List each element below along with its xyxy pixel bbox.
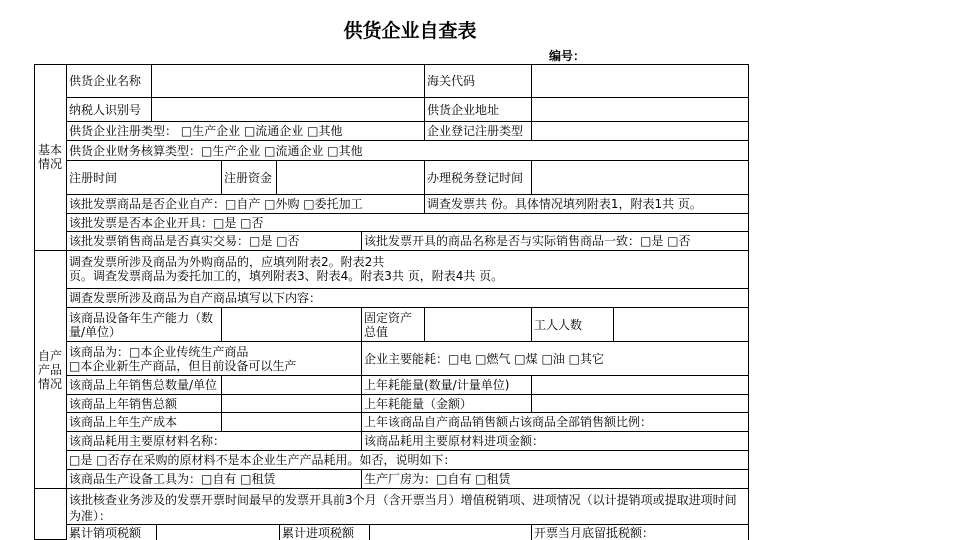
purchased-material-question[interactable]: □是 □否存在采购的原材料不是本企业生产产品耗用。如否，说明如下： bbox=[67, 451, 749, 470]
section-vat bbox=[34, 489, 67, 540]
section-basic-info: 基本情况 bbox=[34, 64, 67, 251]
registration-capital-field[interactable] bbox=[277, 161, 425, 195]
taxpayer-id-field[interactable] bbox=[152, 98, 425, 122]
fixed-assets-label: 固定资产总值 bbox=[362, 308, 425, 342]
energy-amount-field[interactable] bbox=[532, 395, 749, 413]
registration-time-label: 注册时间 bbox=[67, 161, 222, 195]
supplier-name-label: 供货企业名称 bbox=[67, 64, 152, 98]
name-match-question[interactable]: 该批发票开具的商品名称是否与实际销售商品一致：□是 □否 bbox=[362, 232, 749, 251]
cumulative-output-tax-label: 累计销项税额 bbox=[67, 525, 157, 540]
energy-qty-label: 上年耗能量(数量/计量单位) bbox=[362, 376, 532, 395]
plant-ownership-row[interactable]: 生产厂房为：□自有 □租赁 bbox=[362, 470, 749, 489]
cumulative-input-tax-field[interactable] bbox=[370, 525, 532, 540]
outsourced-note-line-1: 调查发票所涉及商品为外购商品的，应填列附表2。附表2共 bbox=[69, 255, 385, 269]
outsourced-note-line-2: 页。调查发票商品为委托加工的，填列附表3、附表4。附表3共 页，附表4共 页。 bbox=[69, 269, 504, 283]
registration-category-field[interactable] bbox=[532, 122, 749, 141]
energy-amount-label: 上年耗能量（金额） bbox=[362, 395, 532, 413]
month-end-credit-label: 开票当月底留抵税额： bbox=[532, 525, 749, 540]
product-type-cell[interactable] bbox=[67, 342, 362, 376]
capacity-label: 该商品设备年生产能力（数量/单位） bbox=[67, 308, 222, 342]
registration-type-row[interactable]: 供货企业注册类型： □生产企业 □流通企业 □其他 bbox=[67, 122, 425, 141]
customs-code-label: 海关代码 bbox=[425, 64, 532, 98]
product-type-new[interactable]: □本企业新生产商品，但目前设备可以生产 bbox=[69, 359, 297, 373]
registration-category-label: 企业登记注册类型 bbox=[425, 122, 532, 141]
cumulative-output-tax-field[interactable] bbox=[157, 525, 280, 540]
tax-registration-time-label: 办理税务登记时间 bbox=[425, 161, 532, 195]
workers-field[interactable] bbox=[614, 308, 749, 342]
last-year-amount-field[interactable] bbox=[222, 395, 362, 413]
taxpayer-id-label: 纳税人识别号 bbox=[67, 98, 152, 122]
capacity-field[interactable] bbox=[222, 308, 362, 342]
last-year-qty-label: 该商品上年销售总数量/单位 bbox=[67, 376, 222, 395]
tax-registration-time-field[interactable] bbox=[532, 161, 749, 195]
last-year-qty-field[interactable] bbox=[222, 376, 362, 395]
supplier-address-label: 供货企业地址 bbox=[425, 98, 532, 122]
last-year-cost-field[interactable] bbox=[222, 413, 362, 432]
vat-period-note: 该批核查业务涉及的发票开票时间最早的发票开具前3个月（含开票当月）增值税销项、进项情况（以计提销项或提取进项时间为准）： bbox=[67, 489, 749, 525]
section-self-made: 自产产品情况 bbox=[34, 251, 67, 489]
material-amount-label: 该商品耗用主要原材料进项金额： bbox=[362, 432, 749, 451]
material-name-label: 该商品耗用主要原材料名称： bbox=[67, 432, 362, 451]
self-made-question[interactable]: 该批发票商品是否企业自产：□自产 □外购 □委托加工 bbox=[67, 195, 425, 214]
invoice-total-note: 调查发票共 份。具体情况填列附表1，附表1共 页。 bbox=[425, 195, 749, 214]
supplier-address-field[interactable] bbox=[532, 98, 749, 122]
finance-type-row[interactable]: 供货企业财务核算类型：□生产企业 □流通企业 □其他 bbox=[67, 141, 749, 161]
cumulative-input-tax-label: 累计进项税额 bbox=[280, 525, 370, 540]
supplier-name-field[interactable] bbox=[152, 64, 425, 98]
real-trade-question[interactable]: 该批发票销售商品是否真实交易：□是 □否 bbox=[67, 232, 362, 251]
self-issued-question[interactable]: 该批发票是否本企业开具：□是 □否 bbox=[67, 214, 749, 232]
product-type-traditional[interactable]: 该商品为：□本企业传统生产商品 bbox=[69, 345, 249, 359]
sales-ratio-label: 上年该商品自产商品销售额占该商品全部销售额比例： bbox=[362, 413, 749, 432]
last-year-amount-label: 该商品上年销售总额 bbox=[67, 395, 222, 413]
fixed-assets-field[interactable] bbox=[425, 308, 532, 342]
serial-number-label: 编号： bbox=[549, 49, 586, 63]
energy-type-row[interactable]: 企业主要能耗：□电 □燃气 □煤 □油 □其它 bbox=[362, 342, 749, 376]
last-year-cost-label: 该商品上年生产成本 bbox=[67, 413, 222, 432]
self-made-fill-note: 调查发票所涉及商品为自产商品填写以下内容： bbox=[67, 289, 749, 308]
customs-code-field[interactable] bbox=[532, 64, 749, 98]
equipment-ownership-row[interactable]: 该商品生产设备工具为：□自有 □租赁 bbox=[67, 470, 362, 489]
energy-qty-field[interactable] bbox=[532, 376, 749, 395]
workers-label: 工人人数 bbox=[532, 308, 614, 342]
outsourced-note bbox=[67, 251, 749, 289]
form-title: 供货企业自查表 bbox=[343, 20, 477, 42]
registration-capital-label: 注册资金 bbox=[222, 161, 277, 195]
